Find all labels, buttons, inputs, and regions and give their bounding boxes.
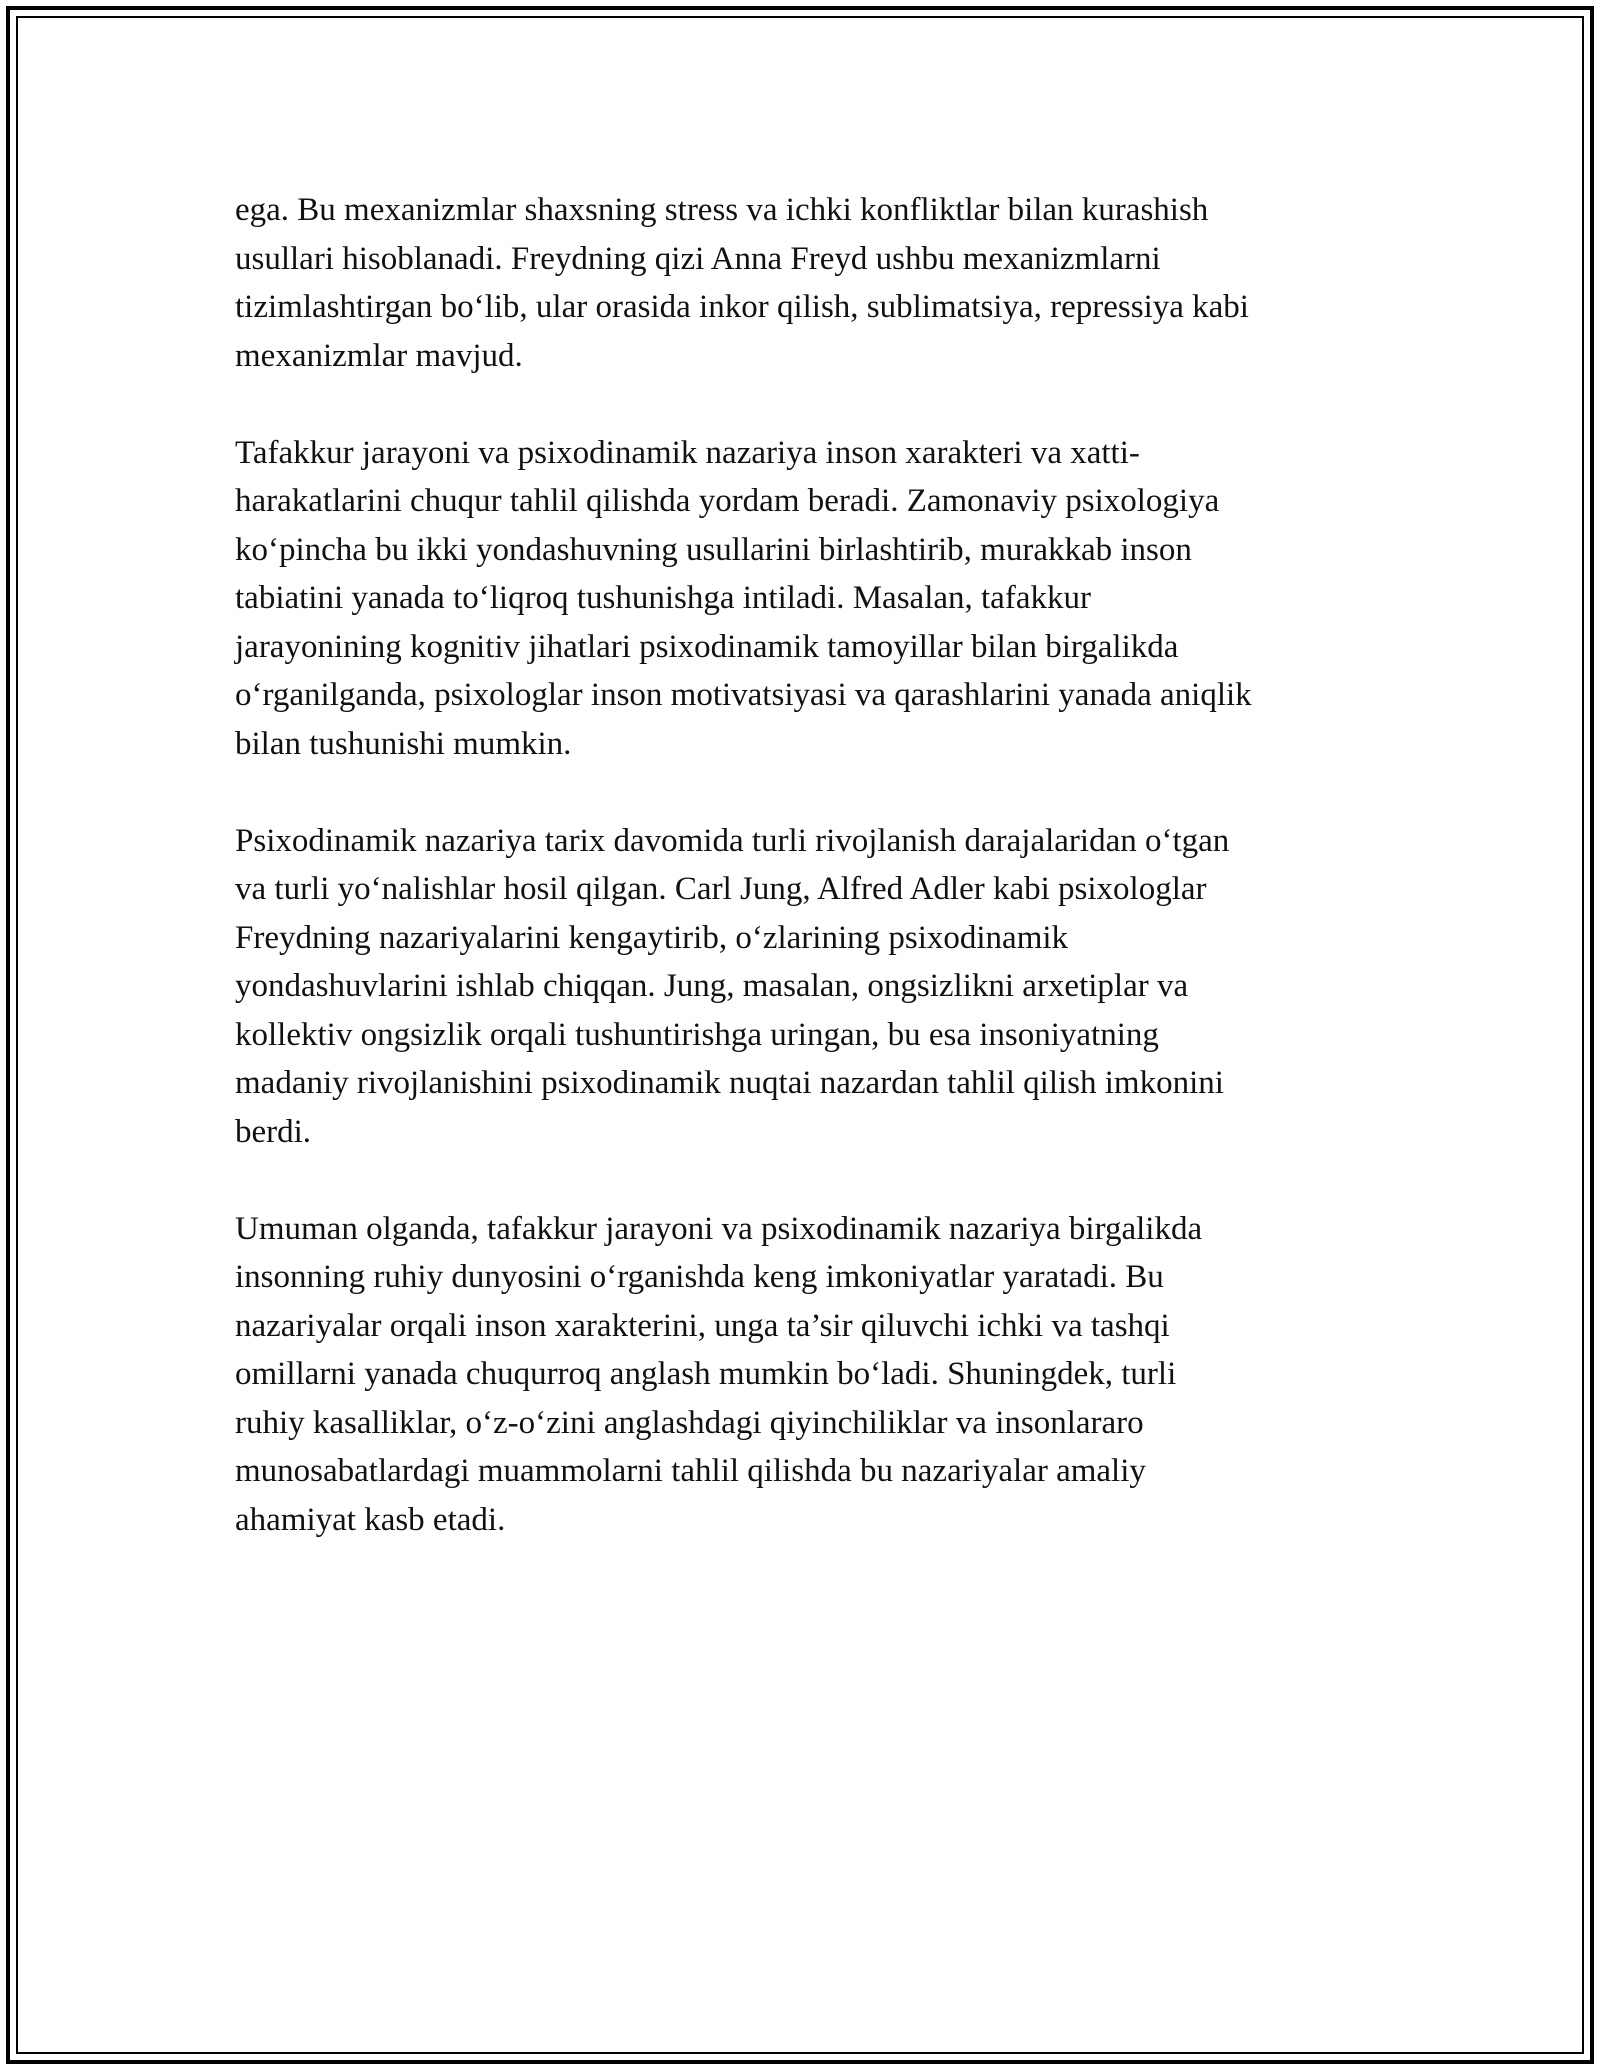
paragraph-4: Umuman olganda, tafakkur jarayoni va psixodinamik nazariya birgalikda insonning ruhiy dunyosini o‘rganishda keng imkoniyatlar yaratadi. Bu nazariyalar orqali inson xarakterini, unga ta’sir qiluvchi ichki va tashqi omillarni yanada chuqurroq anglash mumkin bo‘ladi. Shuningdek, turli ruhiy kasalliklar, o‘z-o‘zini anglashdagi qiyinchiliklar va insonlararo munosabatlardagi muammolarni tahlil qilishda bu nazariyalar amaliy ahamiyat kasb etadi. xyxy=(235,1210,1203,1538)
document-body xyxy=(235,186,1385,1593)
paragraph-3: Psixodinamik nazariya tarix davomida turli rivojlanish darajalaridan o‘tgan va turli yo‘nalishlar hosil qilgan. Carl Jung, Alfred Adler kabi psixologlar Freydning nazariyalarini kengaytirib, o‘zlarining psixodinamik yondashuvlarini ishlab chiqqan. Jung, masalan, ongsizlikni arxetiplar va kollektiv ongsizlik orqali tushuntirishga uringan, bu esa insoniyatning madaniy rivojlanishini psixodinamik nuqtai nazardan tahlil qilish imkonini berdi. xyxy=(235,822,1230,1150)
paragraph-2: Tafakkur jarayoni va psixodinamik nazariya inson xarakteri va xatti- harakatlarini chuqur tahlil qilishda yordam beradi. Zamonaviy psixologiya ko‘pincha bu ikki yondashuvning usullarini birlashtirib, murakkab inson tabiatini yanada to‘liqroq tushunishga intiladi. Masalan, tafakkur jarayonining kognitiv jihatlari psixodinamik tamoyillar bilan birgalikda o‘rganilganda, psixologlar inson motivatsiyasi va qarashlarini yanada aniqlik bilan tushunishi mumkin. xyxy=(235,434,1252,762)
paragraph-1: ega. Bu mexanizmlar shaxsning stress va ichki konfliktlar bilan kurashish usullari hisoblanadi. Freydning qizi Anna Freyd ushbu mexanizmlarni tizimlashtirgan bo‘lib, ular orasida inkor qilish, sublimatsiya, repressiya kabi mexanizmlar mavjud. xyxy=(235,192,1249,374)
